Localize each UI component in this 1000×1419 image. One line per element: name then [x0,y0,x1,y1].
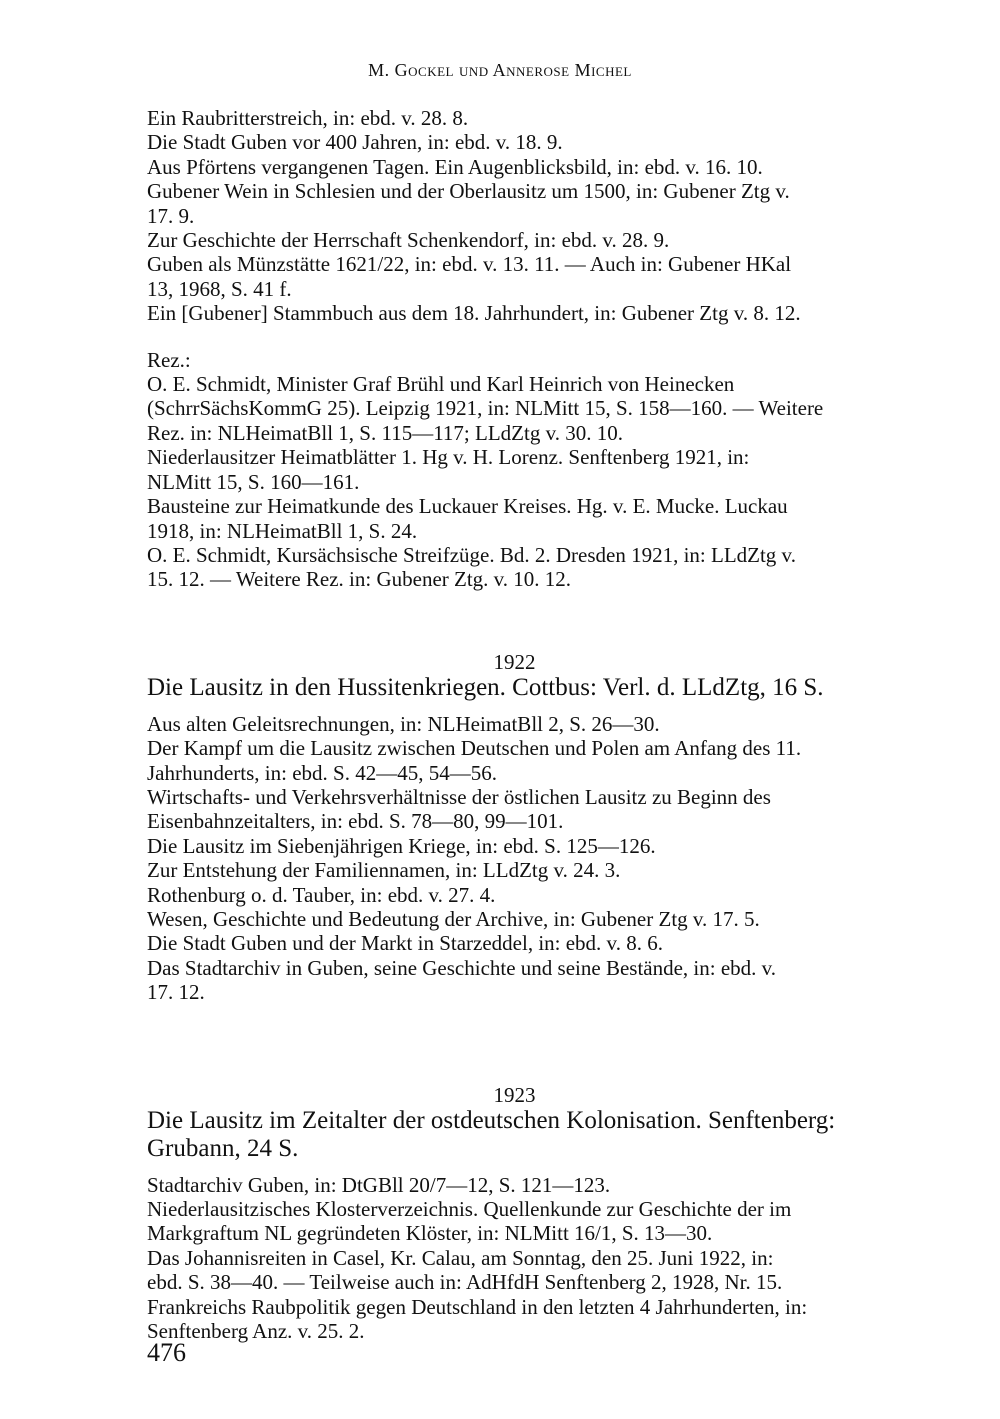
list-item: Eisenbahnzeitalters, in: ebd. S. 78—80, 99—101. [147,809,564,834]
list-item: Zur Geschichte der Herrschaft Schenkendorf, in: ebd. v. 28. 9. [147,228,670,253]
section-1923 [147,1083,882,1344]
list-item: ebd. S. 38—40. — Teilweise auch in: AdHfdH Senftenberg 2, 1928, Nr. 15. [147,1270,783,1295]
bibliography-list-1922 [147,712,882,1005]
reviews-heading: Rez.: [147,347,191,372]
list-item: O. E. Schmidt, Minister Graf Brühl und Karl Heinrich von Heinecken [147,372,735,397]
section-title: Die Lausitz im Zeitalter der ostdeutschen Kolonisation. Senftenberg: [147,1106,836,1134]
page-body [147,106,882,1343]
section-year: 1922 [493,649,536,674]
list-item: Niederlausitzer Heimatblätter 1. Hg v. H. Lorenz. Senftenberg 1921, in: [147,445,750,470]
section-1922 [147,650,882,1005]
list-item: 17. 12. [147,980,205,1005]
list-item: Rez. in: NLHeimatBll 1, S. 115—117; LLdZtg v. 30. 10. [147,420,623,445]
list-item: Guben als Münzstätte 1621/22, in: ebd. v. 13. 11. — Auch in: Gubener HKal [147,252,792,277]
list-item: Jahrhunderts, in: ebd. S. 42—45, 54—56. [147,760,497,785]
list-item: 13, 1968, S. 41 f. [147,276,292,301]
page-number: 476 [147,1338,186,1367]
list-item: Markgraftum NL gegründeten Klöster, in: NLMitt 16/1, S. 13—30. [147,1221,713,1246]
list-item: O. E. Schmidt, Kursächsische Streifzüge. Bd. 2. Dresden 1921, in: LLdZtg v. [147,542,796,567]
section-title: Die Lausitz in den Hussitenkriegen. Cottbus: Verl. d. LLdZtg, 16 S. [147,673,824,701]
list-item: NLMitt 15, S. 160—161. [147,469,360,494]
list-item: Das Stadtarchiv in Guben, seine Geschichte und seine Bestände, in: ebd. v. [147,955,777,980]
list-item: Senftenberg Anz. v. 25. 2. [147,1319,365,1344]
list-item: Rothenburg o. d. Tauber, in: ebd. v. 27. 4. [147,882,496,907]
list-item: 1918, in: NLHeimatBll 1, S. 24. [147,518,418,543]
list-item: Der Kampf um die Lausitz zwischen Deutschen und Polen am Anfang des 11. [147,736,802,761]
list-item: (SchrrSächsKommG 25). Leipzig 1921, in: NLMitt 15, S. 158—160. — Weitere [147,396,824,421]
list-item: Aus alten Geleitsrechnungen, in: NLHeimatBll 2, S. 26—30. [147,711,660,736]
list-item: Wirtschafts- und Verkehrsverhältnisse der östlichen Lausitz zu Beginn des [147,784,771,809]
bibliography-list-1923 [147,1173,882,1344]
list-item: Wesen, Geschichte und Bedeutung der Archive, in: Gubener Ztg v. 17. 5. [147,906,760,931]
list-item: Das Johannisreiten in Casel, Kr. Calau, am Sonntag, den 25. Juni 1922, in: [147,1245,774,1270]
list-item: Frankreichs Raubpolitik gegen Deutschland in den letzten 4 Jahrhunderten, in: [147,1294,808,1319]
list-item: 15. 12. — Weitere Rez. in: Gubener Ztg. v. 10. 12. [147,567,572,592]
list-item: Zur Entstehung der Familiennamen, in: LLdZtg v. 24. 3. [147,858,621,883]
list-item: Ein [Gubener] Stammbuch aus dem 18. Jahrhundert, in: Gubener Ztg v. 8. 12. [147,301,801,326]
list-item: Bausteine zur Heimatkunde des Luckauer Kreises. Hg. v. E. Mucke. Luckau [147,494,788,519]
list-item: Die Stadt Guben und der Markt in Starzeddel, in: ebd. v. 8. 6. [147,931,663,956]
list-item: Die Lausitz im Siebenjährigen Kriege, in: ebd. S. 125—126. [147,833,656,858]
section-title-continued: Grubann, 24 S. [147,1134,299,1162]
list-item: Gubener Wein in Schlesien und der Oberlausitz um 1500, in: Gubener Ztg v. [147,179,790,204]
list-item: Die Stadt Guben vor 400 Jahren, in: ebd. v. 18. 9. [147,130,563,155]
running-header: M. Gockel und Annerose Michel [368,60,632,80]
bibliography-list-1921 [147,106,882,326]
section-year: 1923 [493,1082,536,1107]
reviews-list [147,348,882,592]
list-item: Ein Raubritterstreich, in: ebd. v. 28. 8. [147,106,469,130]
list-item: 17. 9. [147,203,195,228]
list-item: Aus Pförtens vergangenen Tagen. Ein Augenblicksbild, in: ebd. v. 16. 10. [147,154,763,179]
list-item: Stadtarchiv Guben, in: DtGBll 20/7—12, S. 121—123. [147,1172,611,1197]
list-item: Niederlausitzisches Klosterverzeichnis. Quellenkunde zur Geschichte der im [147,1197,792,1221]
